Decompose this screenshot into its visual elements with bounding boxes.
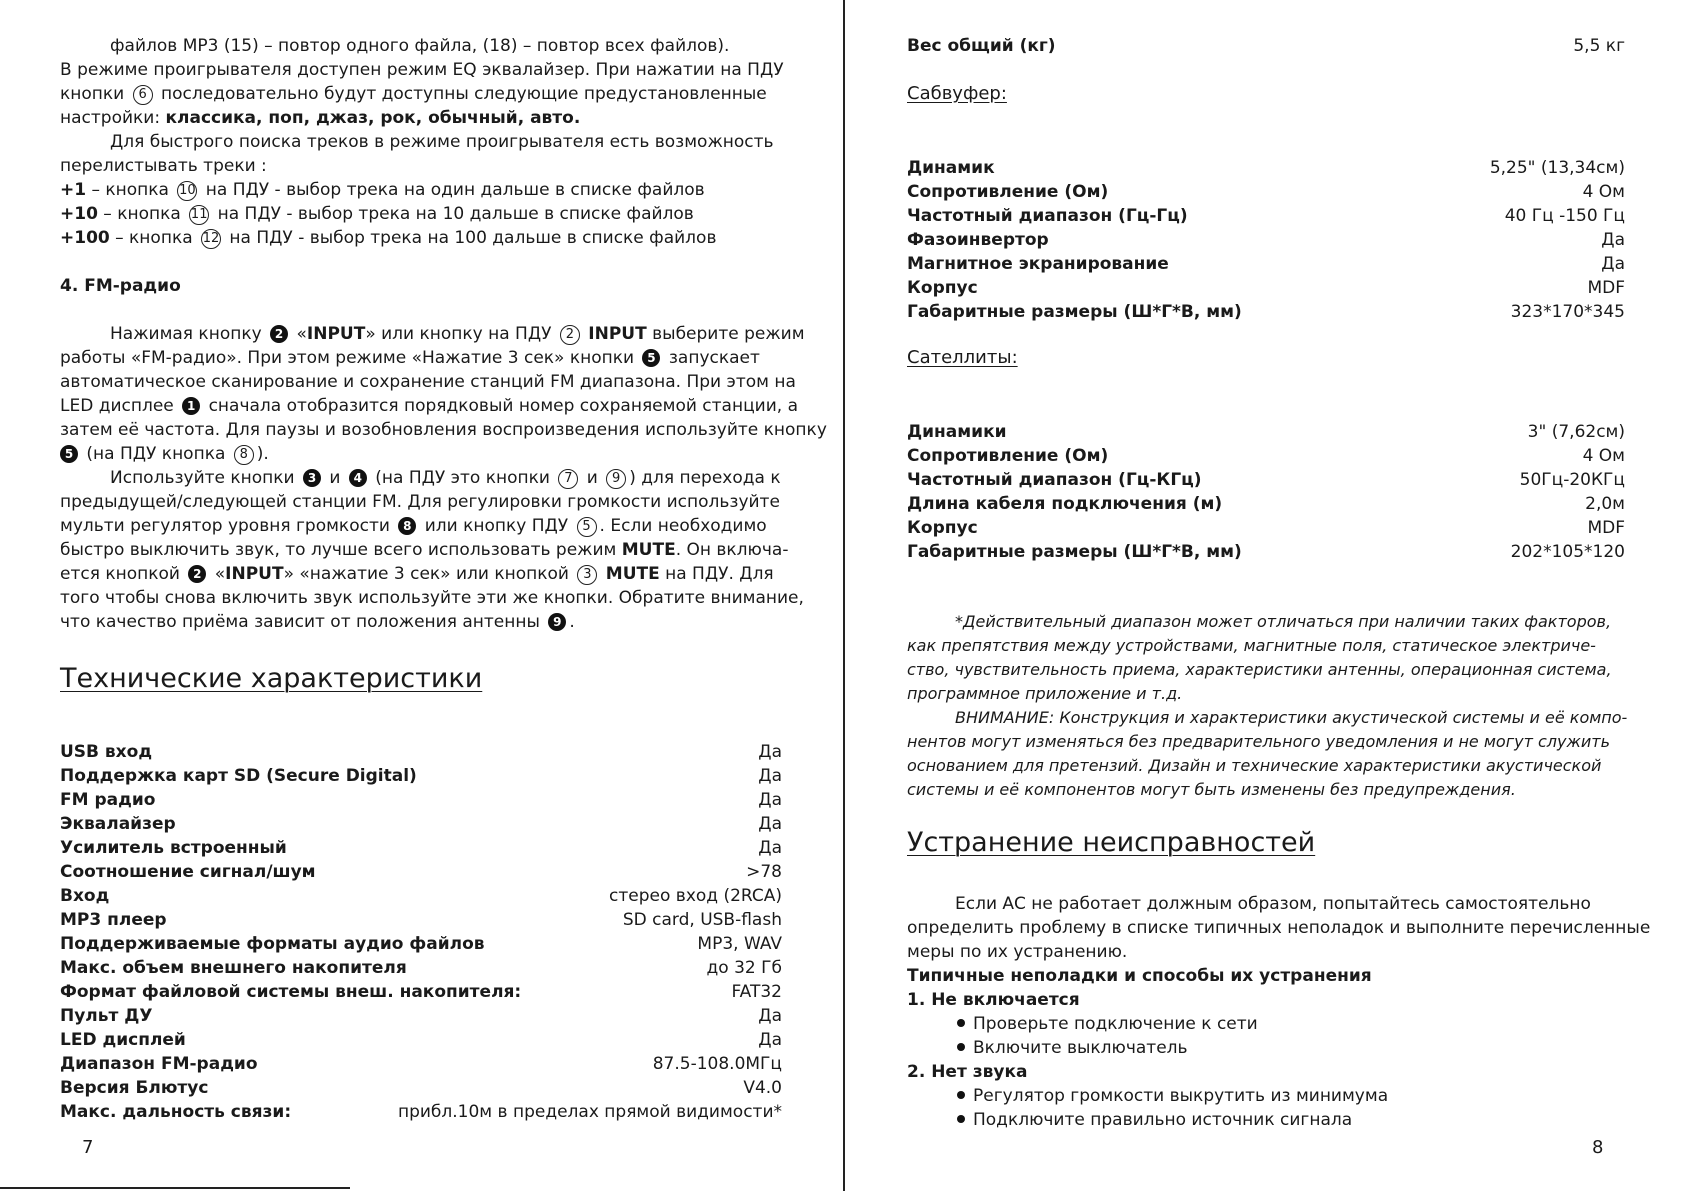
fm-line-7 [60,466,781,490]
spec-row [907,276,1625,300]
button-number-badge: 1 [182,397,200,415]
spec-label: Пульт ДУ [60,1006,153,1026]
remote-button-number-badge: 9 [606,469,626,489]
fm-line-1 [60,322,805,346]
issue-2-item: Подключите правильно источник сигнала [957,1108,1352,1132]
note-line-2: как препятствия между устройствами, магнитные поля, статическое электриче- [907,636,1596,655]
note-line-6: нентов могут изменяться без предварительного уведомления и не могут служить [907,732,1611,751]
spec-row [60,1100,782,1124]
input-label: INPUT [225,564,284,584]
button-number-badge: 2 [188,565,206,583]
troubleshoot-line-2: определить проблему в списке типичных неполадок и выполните перечисленные [907,918,1651,938]
fm-line-6 [57,442,269,466]
text: запускает [663,348,760,368]
text: кнопки [60,84,130,104]
skip-key: +1 [60,180,87,200]
text: LED дисплее [60,396,180,416]
text: файлов MP3 ( [110,36,231,56]
spec-value: MDF [1587,518,1625,538]
text: ) – повтор одного файла, ( [252,36,490,56]
spec-value: Да [758,742,782,762]
spec-row [907,252,1625,276]
spec-label: Динамики [907,422,1007,442]
issue-1-item: Проверьте подключение к сети [957,1012,1258,1036]
skip-key: +100 [60,228,110,248]
spec-label: Соотношение сигнал/шум [60,862,316,882]
spec-row [907,492,1625,516]
text: ) – повтор всех файлов). [510,36,730,56]
typical-issues-title: Типичные неполадки и способы их устранения [907,966,1372,986]
spec-value: V4.0 [743,1078,782,1098]
remote-button-number-badge: 7 [558,469,578,489]
spec-row [907,34,1625,58]
spec-value: прибл.10м в пределах прямой видимости* [397,1102,782,1122]
troubleshoot-line-3: меры по их устранению. [907,942,1128,962]
fm-line-13 [60,610,575,634]
spec-label: Диапазон FM-радио [60,1054,258,1074]
spec-value: стерео вход (2RCA) [609,886,782,906]
note-line-1: *Действительный диапазон может отличаться при наличии таких факторов, [955,612,1612,631]
intro-line-5: Для быстрого поиска треков в режиме проигрывателя есть возможность [110,132,774,152]
spec-label: Вход [60,886,110,906]
spec-value: до 32 Гб [706,958,782,978]
spec-row [60,980,782,1004]
button-number-badge: 11 [189,205,209,225]
remote-button-number-badge: 3 [577,565,597,585]
mute-label: MUTE [621,540,676,560]
spec-row [907,300,1625,324]
text: – кнопка [86,180,175,200]
spec-row [60,1076,782,1100]
spec-value: SD card, USB-flash [622,910,782,930]
text: ). [256,444,269,464]
spec-value: 3" (7,62см) [1527,422,1625,442]
text: на ПДУ - выбор трека на 10 дальше в списке файлов [212,204,694,224]
spec-value: 4 Ом [1582,182,1625,202]
text: (на ПДУ это кнопки [369,468,556,488]
spec-label: Длина кабеля подключения (м) [907,494,1223,514]
intro-line-3 [60,82,767,106]
text: или кнопку ПДУ [419,516,574,536]
spec-label: Корпус [907,518,978,538]
button-number-badge: 8 [398,517,416,535]
spec-value: FAT32 [731,982,782,1002]
spec-label: Формат файловой системы внеш. накопителя: [60,982,522,1002]
spec-value: MDF [1587,278,1625,298]
note-line-7: основанием для претензий. Дизайн и технические характеристики акустической [907,756,1602,775]
note-line-8: системы и её компонентов могут быть изменены без предупреждения. [907,780,1516,799]
text: на ПДУ. Для [659,564,774,584]
input-label: INPUT [588,324,647,344]
spec-label: Макс. объем внешнего накопителя [60,958,407,978]
intro-line-6: перелистывать треки : [60,156,267,176]
text: Используйте кнопки [110,468,300,488]
spec-value: 87.5-108.0МГц [652,1054,782,1074]
spec-label: Корпус [907,278,978,298]
fm-line-11 [60,562,774,586]
spec-value: Да [758,1030,782,1050]
spec-row [907,204,1625,228]
spec-value: 50Гц-20КГц [1519,470,1625,490]
page-number: 8 [1592,1137,1604,1158]
spec-row [60,908,782,932]
text: выберите режим [646,324,805,344]
text: » «нажатие 3 сек» или кнопкой [283,564,575,584]
text: – кнопка [109,228,199,248]
fm-line-5: затем её частота. Для паузы и возобновления воспроизведения используйте кнопку [60,420,827,440]
spec-value: Да [758,1006,782,1026]
text: Нажимая кнопку [110,324,268,344]
spec-row [907,420,1625,444]
spec-value: MP3, WAV [697,934,782,954]
right-page [845,0,1685,1191]
spec-value: Да [1601,230,1625,250]
subwoofer-heading: Сабвуфер: [907,83,1007,104]
spec-value: Да [758,838,782,858]
text: что качество приёма зависит от положения антенны [60,612,546,632]
spec-value: >78 [746,862,782,882]
issue-1-title: 1. Не включается [907,990,1080,1010]
spec-label: Фазоинвертор [907,230,1049,250]
text: – кнопка [97,204,187,224]
text: и [581,468,604,488]
fm-line-3: автоматическое сканирование и сохранение станций FM диапазона. При этом на [60,372,796,392]
text: « [209,564,226,584]
text: работы «FM-радио». При этом режиме «Нажатие 3 сек» кнопки [60,348,640,368]
note-line-3: ство, чувствительность приема, характеристики антенны, операционная система, [907,660,1612,679]
spec-row [907,156,1625,180]
spec-label: FM радио [60,790,156,810]
spec-label: Частотный диапазон (Гц-Гц) [907,206,1188,226]
button-number-badge: 2 [270,325,288,343]
spec-label: Усилитель встроенный [60,838,287,858]
text: « [291,324,307,344]
spec-label: Версия Блютус [60,1078,209,1098]
mute-label: MUTE [605,564,660,584]
spec-value: 323*170*345 [1510,302,1625,322]
subwoofer-specs-table [907,156,1625,324]
fm-line-8: предыдущей/следующей станции FM. Для регулировки громкости используйте [60,492,780,512]
spec-value: Да [1601,254,1625,274]
spec-row [60,788,782,812]
spec-row [907,228,1625,252]
button-number-badge: 5 [642,349,660,367]
spec-label: MP3 плеер [60,910,167,930]
fm-line-10 [60,538,788,562]
text: . [569,612,575,632]
remote-button-number-badge: 5 [577,517,597,537]
satellites-heading: Сателлиты: [907,347,1018,368]
spec-label: Динамик [907,158,995,178]
spec-label: Габаритные размеры (Ш*Г*В, мм) [907,302,1242,322]
spec-value: Да [758,790,782,810]
text: ) для перехода к [629,468,781,488]
spec-value: 202*105*120 [1510,542,1625,562]
eq-presets: классика, поп, джаз, рок, обычный, авто. [165,108,581,128]
spec-value: 5,5 кг [1573,36,1625,56]
spec-value: 40 Гц -150 Гц [1504,206,1625,226]
remote-button-number-badge: 8 [234,445,254,465]
antenna-number-badge: 9 [548,613,566,631]
fm-line-12: того чтобы снова включить звук используйте эти же кнопки. Обратите внимание, [60,588,804,608]
remote-button-number-badge: 2 [560,325,580,345]
spec-value: 4 Ом [1582,446,1625,466]
spec-row [60,932,782,956]
text: на ПДУ - выбор трека на один дальше в списке файлов [200,180,705,200]
spec-row [60,1004,782,1028]
troubleshooting-heading: Устранение неисправностей [907,827,1316,858]
text: . Если необходимо [599,516,767,536]
button-number-badge: 5 [60,445,78,463]
spec-row [907,180,1625,204]
total-weight-row [907,34,1625,58]
spec-row [907,540,1625,564]
button-number-badge: 6 [133,85,153,105]
spec-row [60,1052,782,1076]
note-line-4: программное приложение и т.д. [907,684,1183,703]
spec-value: Да [758,766,782,786]
skip-line-3 [60,226,716,250]
spec-label: Габаритные размеры (Ш*Г*В, мм) [907,542,1242,562]
spec-row [60,956,782,980]
spec-label: USB вход [60,742,153,762]
tech-specs-heading: Технические характеристики [60,663,483,694]
button-number-badge: 12 [201,229,221,249]
spec-label: Поддержка карт SD (Secure Digital) [60,766,417,786]
intro-line-2: В режиме проигрывателя доступен режим EQ эквалайзер. При нажатии на ПДУ [60,60,784,80]
text: последовательно будут доступны следующие предустановленные [155,84,767,104]
spec-value: 5,25" (13,34см) [1489,158,1625,178]
spec-row [907,444,1625,468]
repeat-one-number: 15 [230,36,253,56]
button-number-badge: 3 [303,469,321,487]
note-line-5: ВНИМАНИЕ: Конструкция и характеристики акустической системы и её компо- [955,708,1628,727]
text: сначала отобразится порядковый номер сохраняемой станции, а [203,396,798,416]
spec-row [60,812,782,836]
spec-value: Да [758,814,782,834]
spec-label: Эквалайзер [60,814,176,834]
spec-row [907,468,1625,492]
input-label: INPUT [306,324,366,344]
issue-2-title: 2. Нет звука [907,1062,1028,1082]
fm-radio-title: 4. FM-радио [60,276,181,296]
text: мульти регулятор уровня громкости [60,516,396,536]
page-number: 7 [82,1137,94,1158]
intro-line-1 [60,34,729,58]
spec-label: Частотный диапазон (Гц-КГц) [907,470,1202,490]
text: . Он включа- [675,540,789,560]
spec-label: Поддерживаемые форматы аудио файлов [60,934,485,954]
spec-row [60,884,782,908]
text: (на ПДУ кнопка [81,444,231,464]
repeat-all-number: 18 [489,36,511,56]
spec-row [907,516,1625,540]
skip-line-2 [60,202,694,226]
spec-row [60,836,782,860]
issue-2-item: Регулятор громкости выкрутить из минимума [957,1084,1388,1108]
spec-label: Сопротивление (Ом) [907,182,1109,202]
text: быстро выключить звук, то лучше всего использовать режим [60,540,622,560]
skip-line-1 [60,178,705,202]
issue-1-item: Включите выключатель [957,1036,1188,1060]
spec-row [60,764,782,788]
fm-line-2 [60,346,760,370]
text: на ПДУ - выбор трека на 100 дальше в списке файлов [224,228,717,248]
spec-label: Макс. дальность связи: [60,1102,292,1122]
fm-line-4 [60,394,798,418]
text: настройки: [60,108,166,128]
spec-label: Магнитное экранирование [907,254,1169,274]
spec-row [60,860,782,884]
intro-line-4 [60,106,580,130]
tech-specs-table [60,740,782,1124]
text: ется кнопкой [60,564,186,584]
text: и [324,468,346,488]
spec-row [60,1028,782,1052]
satellites-specs-table [907,420,1625,564]
spec-row [60,740,782,764]
button-number-badge: 4 [349,469,367,487]
spec-label: Сопротивление (Ом) [907,446,1109,466]
skip-key: +10 [60,204,98,224]
spec-label: LED дисплей [60,1030,186,1050]
spec-label: Вес общий (кг) [907,36,1056,56]
button-number-badge: 10 [177,181,197,201]
fm-line-9 [60,514,767,538]
text: » или кнопку на ПДУ [365,324,557,344]
troubleshoot-line-1: Если АС не работает должным образом, попытайтесь самостоятельно [955,894,1591,914]
spec-value: 2,0м [1585,494,1625,514]
